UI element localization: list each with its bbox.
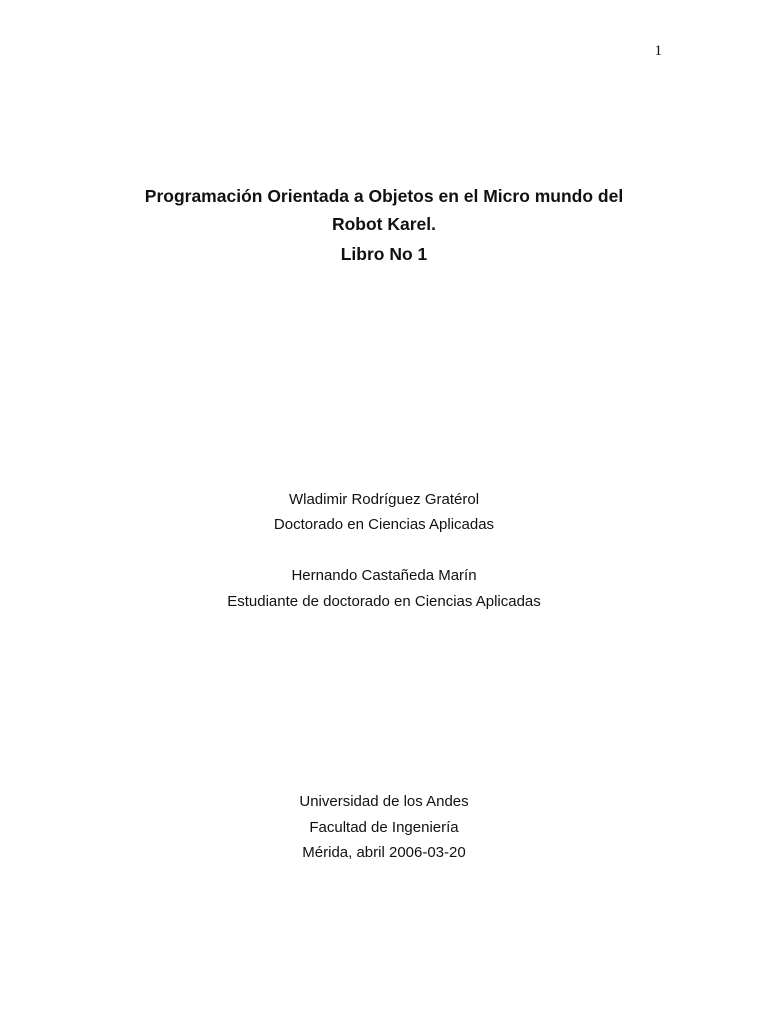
author-role: Estudiante de doctorado en Ciencias Aplicadas <box>227 593 541 610</box>
title-line-3: Libro No 1 <box>340 244 428 264</box>
author-name: Hernando Castañeda Marín <box>291 567 477 584</box>
page-number: 1 <box>654 43 662 59</box>
faculty-name: Facultad de Ingeniería <box>309 819 459 836</box>
university-name: Universidad de los Andes <box>299 793 469 810</box>
author-role: Doctorado en Ciencias Aplicadas <box>273 516 495 533</box>
title-line-1: Programación Orientada a Objetos en el Micro mundo del <box>144 186 624 206</box>
author-name: Wladimir Rodríguez Gratérol <box>288 491 480 508</box>
place-date: Mérida, abril 2006-03-20 <box>302 844 466 861</box>
title-line-2: Robot Karel. <box>331 214 437 234</box>
